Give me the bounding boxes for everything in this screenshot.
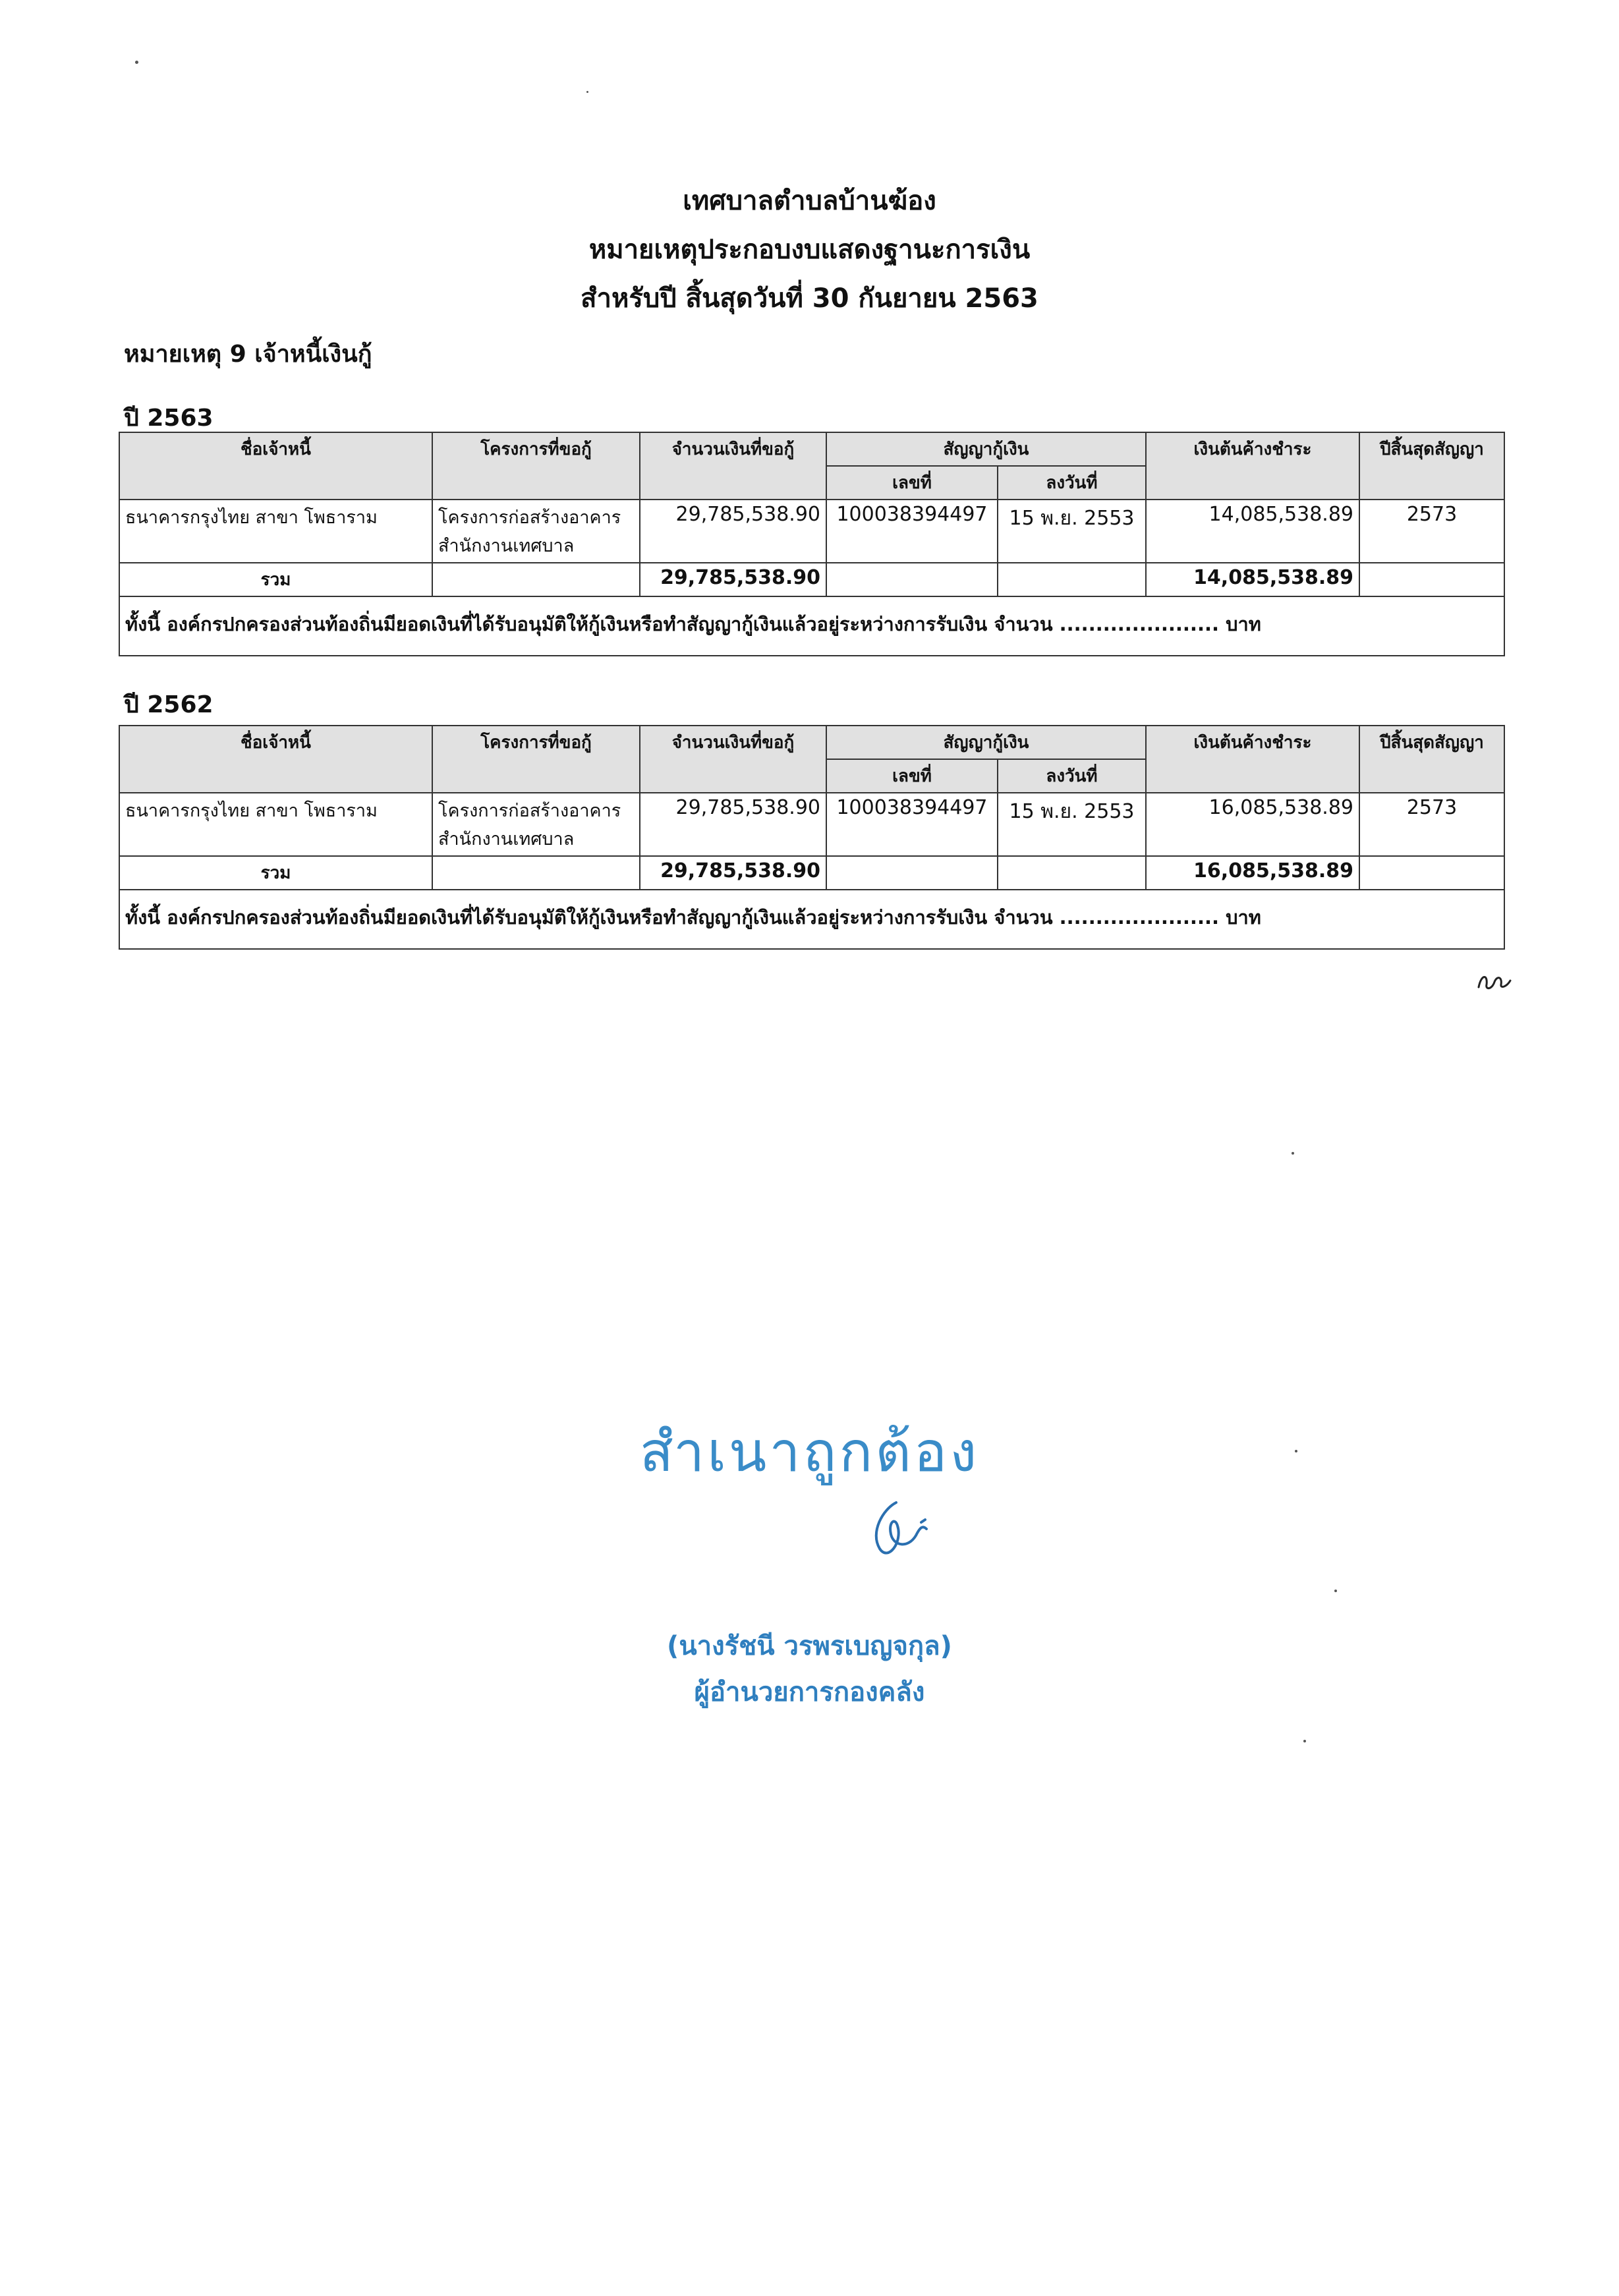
total-project-empty bbox=[432, 563, 640, 596]
total-row bbox=[119, 856, 1504, 890]
total-contract-no-empty bbox=[826, 856, 998, 890]
initials-mark bbox=[1476, 967, 1516, 994]
total-outstanding: 16,085,538.89 bbox=[1146, 856, 1359, 890]
cell-project bbox=[432, 793, 640, 856]
header-end-year: ปีสิ้นสุดสัญญา bbox=[1359, 726, 1504, 793]
total-project-empty bbox=[432, 856, 640, 890]
cell-contract-date: 15 พ.ย. 2553 bbox=[998, 500, 1146, 563]
header-contract: สัญญากู้เงิน bbox=[826, 726, 1146, 759]
loan-table-2563 bbox=[119, 432, 1505, 656]
cell-outstanding: 16,085,538.89 bbox=[1146, 793, 1359, 856]
scan-speck bbox=[586, 91, 588, 93]
total-row bbox=[119, 563, 1504, 596]
cell-amount: 29,785,538.90 bbox=[640, 500, 826, 563]
cell-outstanding: 14,085,538.89 bbox=[1146, 500, 1359, 563]
header-creditor: ชื่อเจ้าหนี้ bbox=[119, 432, 432, 500]
certified-copy-stamp: สำเนาถูกต้อง bbox=[639, 1420, 980, 1484]
year-label-2562: ปี 2562 bbox=[124, 691, 213, 718]
header-outstanding: เงินต้นค้างชำระ bbox=[1146, 432, 1359, 500]
header-amount: จำนวนเงินที่ขอกู้ bbox=[640, 726, 826, 793]
document-title: หมายเหตุประกอบงบแสดงฐานะการเงิน bbox=[588, 235, 1031, 265]
total-amount: 29,785,538.90 bbox=[640, 856, 826, 890]
scan-speck bbox=[1303, 1740, 1306, 1742]
cell-end-year: 2573 bbox=[1359, 793, 1504, 856]
header-contract-no: เลขที่ bbox=[826, 759, 998, 793]
cell-contract-no: 100038394497 bbox=[826, 793, 998, 856]
total-amount: 29,785,538.90 bbox=[640, 563, 826, 596]
pending-loan-note: ทั้งนี้ องค์กรปกครองส่วนท้องถิ่นมียอดเงินที่ได้รับอนุมัติให้กู้เงินหรือทำสัญญากู้เงินแล้วอยู่ระหว่างการรับเงิน จำนวน ...................... บาท bbox=[119, 596, 1504, 656]
cell-amount: 29,785,538.90 bbox=[640, 793, 826, 856]
signature bbox=[857, 1496, 949, 1568]
period-subtitle: สำหรับปี สิ้นสุดวันที่ 30 กันยายน 2563 bbox=[581, 283, 1038, 314]
scan-speck bbox=[1295, 1450, 1297, 1452]
cell-project-line1: โครงการก่อสร้างอาคาร bbox=[438, 801, 621, 821]
note-row bbox=[119, 596, 1504, 656]
year-label-2563: ปี 2563 bbox=[124, 405, 213, 432]
header-amount: จำนวนเงินที่ขอกู้ bbox=[640, 432, 826, 500]
total-contract-date-empty bbox=[998, 563, 1146, 596]
cell-contract-no: 100038394497 bbox=[826, 500, 998, 563]
note-row bbox=[119, 890, 1504, 949]
cell-project-line2: สำนักงานเทศบาล bbox=[438, 536, 575, 556]
total-outstanding: 14,085,538.89 bbox=[1146, 563, 1359, 596]
cell-project bbox=[432, 500, 640, 563]
header-contract-date: ลงวันที่ bbox=[998, 759, 1146, 793]
header-creditor: ชื่อเจ้าหนี้ bbox=[119, 726, 432, 793]
scan-speck bbox=[1334, 1590, 1337, 1592]
total-contract-no-empty bbox=[826, 563, 998, 596]
cell-project-line2: สำนักงานเทศบาล bbox=[438, 829, 575, 849]
table-header-row bbox=[119, 432, 1504, 466]
header-contract: สัญญากู้เงิน bbox=[826, 432, 1146, 466]
pending-loan-note: ทั้งนี้ องค์กรปกครองส่วนท้องถิ่นมียอดเงินที่ได้รับอนุมัติให้กู้เงินหรือทำสัญญากู้เงินแล้วอยู่ระหว่างการรับเงิน จำนวน ...................... บาท bbox=[119, 890, 1504, 949]
cell-contract-date: 15 พ.ย. 2553 bbox=[998, 793, 1146, 856]
scan-speck bbox=[1292, 1152, 1294, 1155]
organization-name: เทศบาลตำบลบ้านฆ้อง bbox=[683, 186, 936, 216]
cell-project-line1: โครงการก่อสร้างอาคาร bbox=[438, 507, 621, 528]
scan-speck bbox=[135, 61, 138, 64]
header-end-year: ปีสิ้นสุดสัญญา bbox=[1359, 432, 1504, 500]
total-label: รวม bbox=[119, 563, 432, 596]
cell-end-year: 2573 bbox=[1359, 500, 1504, 563]
table-row bbox=[119, 793, 1504, 856]
header-outstanding: เงินต้นค้างชำระ bbox=[1146, 726, 1359, 793]
header-contract-date: ลงวันที่ bbox=[998, 466, 1146, 500]
total-end-year-empty bbox=[1359, 563, 1504, 596]
header-project: โครงการที่ขอกู้ bbox=[432, 726, 640, 793]
table-header-row bbox=[119, 726, 1504, 759]
note-title: หมายเหตุ 9 เจ้าหนี้เงินกู้ bbox=[124, 341, 372, 368]
table-row bbox=[119, 500, 1504, 563]
signatory-position: ผู้อำนวยการกองคลัง bbox=[694, 1677, 925, 1708]
cell-creditor: ธนาคารกรุงไทย สาขา โพธาราม bbox=[119, 500, 432, 563]
total-contract-date-empty bbox=[998, 856, 1146, 890]
cell-creditor: ธนาคารกรุงไทย สาขา โพธาราม bbox=[119, 793, 432, 856]
signatory-name: (นางรัชนี วรพรเบญจกุล) bbox=[667, 1631, 952, 1661]
header-contract-no: เลขที่ bbox=[826, 466, 998, 500]
total-label: รวม bbox=[119, 856, 432, 890]
header-project: โครงการที่ขอกู้ bbox=[432, 432, 640, 500]
loan-table-2562 bbox=[119, 725, 1505, 950]
document-header bbox=[0, 177, 1619, 323]
total-end-year-empty bbox=[1359, 856, 1504, 890]
